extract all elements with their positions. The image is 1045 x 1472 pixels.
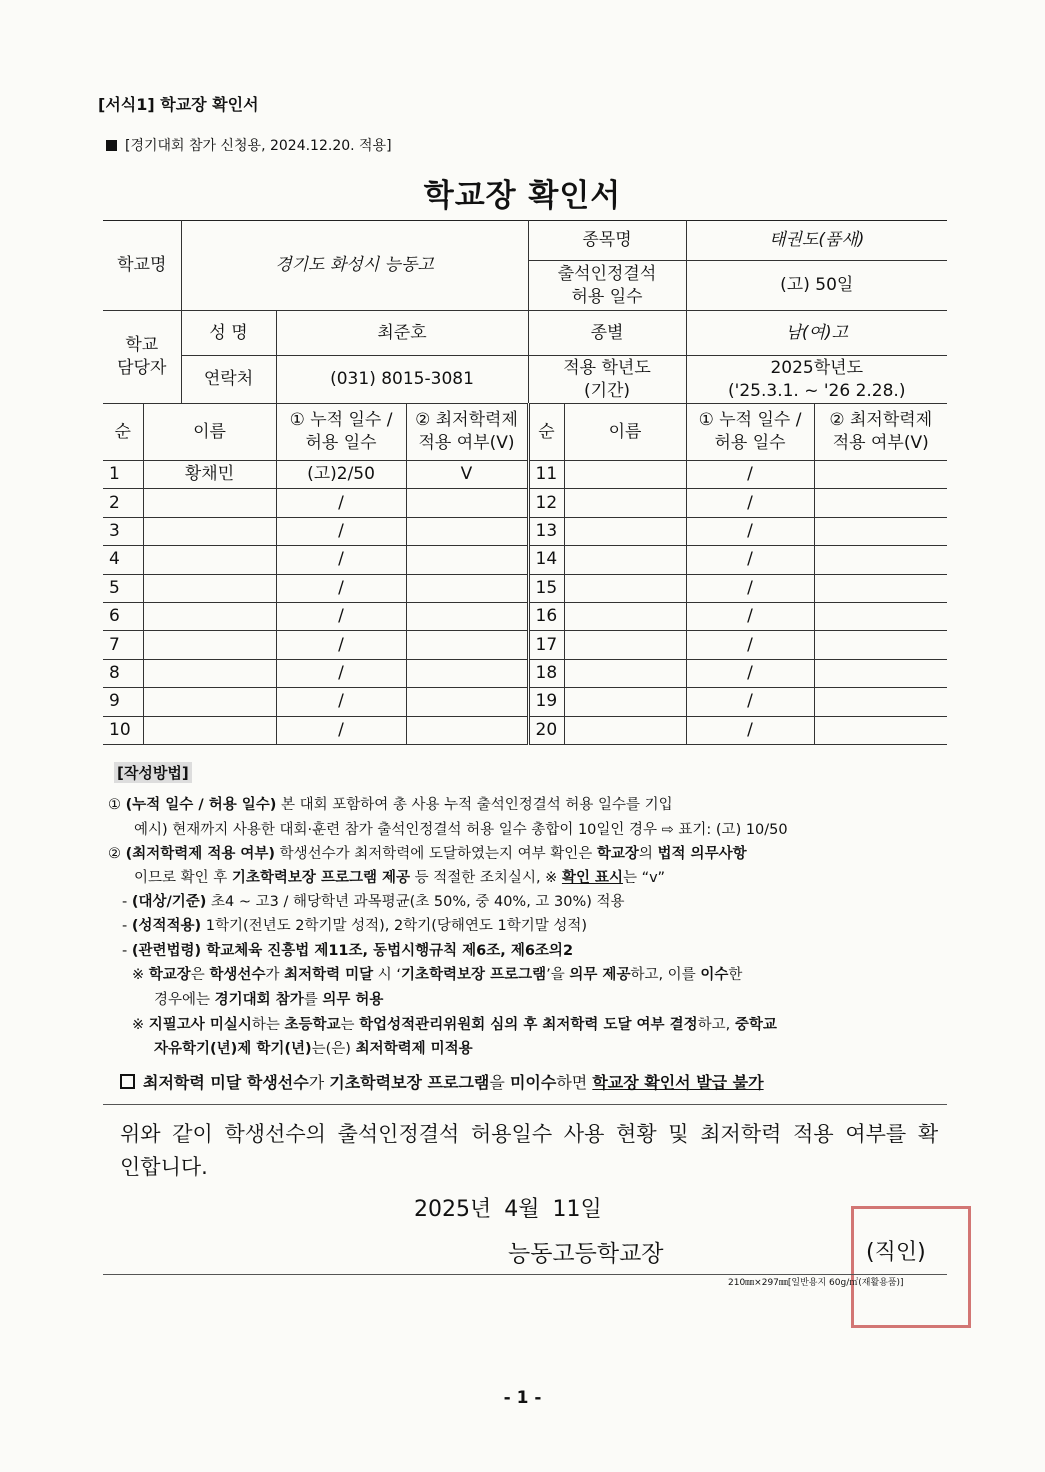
row-days: / <box>686 716 814 744</box>
row-days: / <box>276 602 406 630</box>
row-name <box>564 489 686 517</box>
method-item-2-line2 <box>134 866 665 887</box>
confirmation-table <box>103 220 947 745</box>
note1-a: 학교장 <box>148 967 191 983</box>
target-line: - (대상/기준) 초4 ~ 고3 / 해당학년 과목평균(초 50%, 중 40%, 고 30%) 적용 <box>122 894 625 910</box>
table-row <box>103 489 947 517</box>
final-b: 가 <box>308 1073 330 1092</box>
row-days: (고)2/50 <box>276 461 406 489</box>
row-days: / <box>686 659 814 687</box>
note1-j: 하고, 이를 <box>630 967 701 983</box>
row-name <box>143 659 276 687</box>
table-row <box>103 602 947 630</box>
contact-value: (031) 8015-3081 <box>276 356 528 404</box>
note1-d: 가 <box>265 967 285 983</box>
row-days: / <box>276 574 406 602</box>
row-days: / <box>686 517 814 545</box>
row-min <box>814 574 947 602</box>
col-cum-right-line2: 허용 일수 <box>714 433 786 453</box>
row-no: 6 <box>103 602 143 630</box>
row-no: 11 <box>528 461 564 489</box>
circle-one-mark: ① <box>108 797 121 813</box>
law-bold: (관련법령) <box>131 943 202 959</box>
note1-g: 기초학력보장 프로그램 <box>401 967 547 983</box>
m2-line2-d: 확인 표시 <box>561 870 624 886</box>
row-no: 10 <box>103 716 143 744</box>
name-label: 성 명 <box>181 311 276 356</box>
col-no-right: 순 <box>528 404 564 461</box>
row-min <box>814 631 947 659</box>
col-cum-right <box>686 404 814 461</box>
row-min <box>814 461 947 489</box>
method-item-1-example: 예시) 현재까지 사용한 대회·훈련 참가 출석인정결석 허용 일수 총합이 10일인 경우 ⇨ 표기: (고) 10/50 <box>134 822 788 838</box>
absence-label-line2: 허용 일수 <box>571 286 643 307</box>
note1-line2-d: 의무 허용 <box>322 992 384 1008</box>
checkbox-square-icon <box>120 1074 135 1089</box>
m2-line2-e: 는 “v” <box>623 870 665 886</box>
final-a: 최저학력 미달 학생선수 <box>143 1073 309 1092</box>
row-no: 17 <box>528 631 564 659</box>
final-c: 기초학력보장 프로그램 <box>329 1073 490 1092</box>
col-min-right-line2: 적용 여부(V) <box>832 433 929 453</box>
contact-label: 연락처 <box>181 356 276 404</box>
note2-b: 하는 <box>251 1017 285 1033</box>
row-min <box>406 688 528 716</box>
document-title: 학교장 확인서 <box>423 178 622 214</box>
row-days: / <box>276 631 406 659</box>
name-value: 최준호 <box>276 311 528 356</box>
note1-h: ’을 <box>546 967 570 983</box>
col-name-left: 이름 <box>143 404 276 461</box>
row-min: V <box>406 461 528 489</box>
row-name <box>564 602 686 630</box>
m2-bold-d: 법적 의무사항 <box>657 846 747 862</box>
note1-l: 한 <box>728 967 743 983</box>
row-no: 1 <box>103 461 143 489</box>
row-days: / <box>686 489 814 517</box>
note2-c: 초등학교 <box>284 1017 341 1033</box>
year-value <box>686 356 947 404</box>
col-cum-left <box>276 404 406 461</box>
year-label-line2: (기간) <box>583 380 631 401</box>
row-no: 2 <box>103 489 143 517</box>
row-name: 황채민 <box>143 461 276 489</box>
row-no: 14 <box>528 546 564 574</box>
note1-f: 시 ‘ <box>373 967 402 983</box>
row-min <box>814 688 947 716</box>
row-days: / <box>276 659 406 687</box>
row-days: / <box>276 517 406 545</box>
method-item-1 <box>108 793 673 814</box>
note1-e: 최저학력 미달 <box>284 967 374 983</box>
row-no: 15 <box>528 574 564 602</box>
manager-label <box>103 311 181 404</box>
manager-label-line2: 담당자 <box>117 358 167 378</box>
row-name <box>564 546 686 574</box>
note1-line2-b: 경기대회 참가 <box>214 992 304 1008</box>
row-min <box>814 546 947 574</box>
year-label-line1: 적용 학년도 <box>563 357 651 378</box>
row-no: 20 <box>528 716 564 744</box>
col-no-left: 순 <box>103 404 143 461</box>
table-row <box>103 631 947 659</box>
note1-i: 의무 제공 <box>569 967 631 983</box>
note1-line2-a: 경우에는 <box>154 992 215 1008</box>
row-no: 4 <box>103 546 143 574</box>
row-days: / <box>686 461 814 489</box>
school-value: 경기도 화성시 능동고 <box>181 221 528 311</box>
note2-g: 중학교 <box>734 1017 777 1033</box>
row-name <box>564 517 686 545</box>
year-value-line1: 2025학년도 <box>770 357 864 378</box>
m2-line2-c: 등 적절한 조치실시, ※ <box>410 870 562 886</box>
table-row <box>103 574 947 602</box>
m2-line2-a: 이므로 확인 후 <box>134 870 232 886</box>
row-name <box>143 546 276 574</box>
row-name <box>564 461 686 489</box>
row-min <box>406 574 528 602</box>
col-min-right-line1: ② 최저학력제 <box>829 410 933 431</box>
note1-c: 학생선수 <box>209 967 266 983</box>
row-min <box>406 602 528 630</box>
note2-line2-b: 는(은) <box>311 1041 356 1057</box>
row-name <box>143 631 276 659</box>
row-days: / <box>686 546 814 574</box>
absence-label <box>528 261 686 311</box>
final-notice <box>120 1070 764 1093</box>
table-row <box>103 659 947 687</box>
school-label: 학교명 <box>103 221 181 311</box>
row-days: / <box>276 546 406 574</box>
row-name <box>143 489 276 517</box>
table-row <box>103 461 947 489</box>
note2-line2-a: 자유학기(년)제 학기(년) <box>154 1041 312 1057</box>
row-no: 19 <box>528 688 564 716</box>
table-row <box>103 688 947 716</box>
col-min-right <box>814 404 947 461</box>
row-name <box>564 688 686 716</box>
row-name <box>564 574 686 602</box>
manager-label-line1: 학교 <box>125 335 159 356</box>
row-no: 8 <box>103 659 143 687</box>
row-min <box>814 489 947 517</box>
row-days: / <box>686 688 814 716</box>
col-name-right: 이름 <box>564 404 686 461</box>
final-e: 미이수 <box>509 1073 557 1092</box>
row-no: 5 <box>103 574 143 602</box>
m1-text: 본 대회 포함하여 총 사용 누적 출석인정결석 허용 일수를 기입 <box>276 797 673 813</box>
row-min <box>406 659 528 687</box>
law-line: - (관련법령) 학교체육 진흥법 제11조, 동법시행규칙 제6조, 제6조의2 <box>122 943 574 959</box>
absence-value: (고) 50일 <box>686 261 947 311</box>
note2-f: 하고, <box>697 1017 735 1033</box>
row-name <box>564 659 686 687</box>
row-name <box>564 631 686 659</box>
col-cum-right-line1: ① 누적 일수 / <box>698 410 802 431</box>
col-min-left-line2: 적용 여부(V) <box>418 433 515 453</box>
row-name <box>143 602 276 630</box>
row-min <box>406 546 528 574</box>
event-value: 태권도(품새) <box>686 221 947 261</box>
divider-top <box>103 1104 947 1105</box>
note1-k: 이수 <box>700 967 729 983</box>
year-value-line2: ('25.3.1. ~ '26 2.28.) <box>728 380 906 401</box>
table-row <box>103 546 947 574</box>
confirmation-statement: 위와 같이 학생선수의 출석인정결석 허용일수 사용 현황 및 최저학력 적용 여부를 확인합니다. <box>120 1122 939 1179</box>
note-1: ※ 학교장은 학생선수가 최저학력 미달 시 ‘기초학력보장 프로그램’을 의무 제공하고, 이를 이수한 <box>132 967 743 983</box>
row-min <box>406 631 528 659</box>
event-label: 종목명 <box>528 221 686 261</box>
row-days: / <box>276 716 406 744</box>
m2-line2-b: 기초학력보장 프로그램 제공 <box>231 870 411 886</box>
square-bullet-icon <box>106 140 117 151</box>
m2-bold-b: 학교장 <box>596 846 639 862</box>
row-min <box>814 517 947 545</box>
form-number: [서식1] 학교장 확인서 <box>98 95 259 114</box>
row-no: 3 <box>103 517 143 545</box>
issue-date: 2025년 4월 11일 <box>414 1197 602 1222</box>
seal-mark: (직인) <box>866 1240 926 1265</box>
row-name <box>564 716 686 744</box>
row-min <box>814 716 947 744</box>
note-2-line2 <box>154 1037 473 1058</box>
final-f: 하면 <box>556 1073 593 1092</box>
grade-bold: (성적적용) <box>131 918 202 934</box>
row-name <box>143 574 276 602</box>
row-no: 13 <box>528 517 564 545</box>
law-text: 학교체육 진흥법 제11조, 동법시행규칙 제6조, 제6조의2 <box>201 943 574 959</box>
row-days: / <box>686 631 814 659</box>
final-d: 을 <box>489 1073 510 1092</box>
row-min <box>406 517 528 545</box>
row-name <box>143 716 276 744</box>
target-text: 초4 ~ 고3 / 해당학년 과목평균(초 50%, 중 40%, 고 30%) 적용 <box>206 894 625 910</box>
grade-line: - (성적적용) 1학기(전년도 2학기말 성적), 2학기(당해연도 1학기말 성적) <box>122 918 588 934</box>
absence-label-line1: 출석인정결석 <box>557 263 657 284</box>
row-days: / <box>686 602 814 630</box>
row-days: / <box>686 574 814 602</box>
row-name <box>143 517 276 545</box>
col-cum-left-line1: ① 누적 일수 / <box>289 410 393 431</box>
final-g: 학교장 확인서 발급 불가 <box>592 1073 764 1092</box>
note2-d: 는 <box>340 1017 360 1033</box>
row-no: 9 <box>103 688 143 716</box>
row-min <box>814 659 947 687</box>
row-min <box>814 602 947 630</box>
note2-e: 학업성적관리위원회 심의 후 최저학력 도달 여부 결정 <box>359 1017 698 1033</box>
row-min <box>406 489 528 517</box>
application-note-text: [경기대회 참가 신청용, 2024.12.20. 적용] <box>125 138 392 154</box>
target-bold: (대상/기준) <box>131 894 207 910</box>
m2-bold: (최저학력제 적용 여부) <box>125 846 276 862</box>
grade-text: 1학기(전년도 2학기말 성적), 2학기(당해연도 1학기말 성적) <box>201 918 588 934</box>
m1-bold: (누적 일수 / 허용 일수) <box>125 797 277 813</box>
row-no: 7 <box>103 631 143 659</box>
page-number: - 1 - <box>503 1388 542 1408</box>
row-no: 12 <box>528 489 564 517</box>
row-no: 16 <box>528 602 564 630</box>
principal-name: 능동고등학교장 <box>508 1241 664 1267</box>
col-cum-left-line2: 허용 일수 <box>305 433 377 453</box>
note1-b: 은 <box>190 967 210 983</box>
application-note <box>106 135 392 155</box>
col-min-left-line1: ② 최저학력제 <box>415 410 518 431</box>
circle-two-mark: ② <box>108 846 121 862</box>
note2-line2-c: 최저학력제 미적용 <box>355 1041 473 1057</box>
table-row <box>103 517 947 545</box>
note-1-line2 <box>154 988 383 1009</box>
year-label <box>528 356 686 404</box>
table-row <box>103 716 947 744</box>
col-min-left <box>406 404 528 461</box>
method-item-2 <box>108 842 747 863</box>
gender-label: 종별 <box>528 311 686 356</box>
paper-spec-note: 210㎜×297㎜[일반용지 60g/㎡(재활용품)] <box>728 1278 904 1288</box>
official-seal-stamp <box>851 1206 971 1328</box>
m2-text-a: 학생선수가 최저학력에 도달하였는지 여부 확인은 <box>275 846 597 862</box>
row-min <box>406 716 528 744</box>
gender-value: 남(여)고 <box>686 311 947 356</box>
row-no: 18 <box>528 659 564 687</box>
note1-line2-c: 를 <box>303 992 323 1008</box>
note-2: ※ 지필고사 미실시하는 초등학교는 학업성적관리위원회 심의 후 최저학력 도달 여부 결정하고, 중학교 <box>132 1017 777 1033</box>
method-heading: [작성방법] <box>114 762 192 783</box>
row-name <box>143 688 276 716</box>
m2-text-c: 의 <box>638 846 658 862</box>
note2-a: 지필고사 미실시 <box>148 1017 252 1033</box>
row-days: / <box>276 489 406 517</box>
row-days: / <box>276 688 406 716</box>
